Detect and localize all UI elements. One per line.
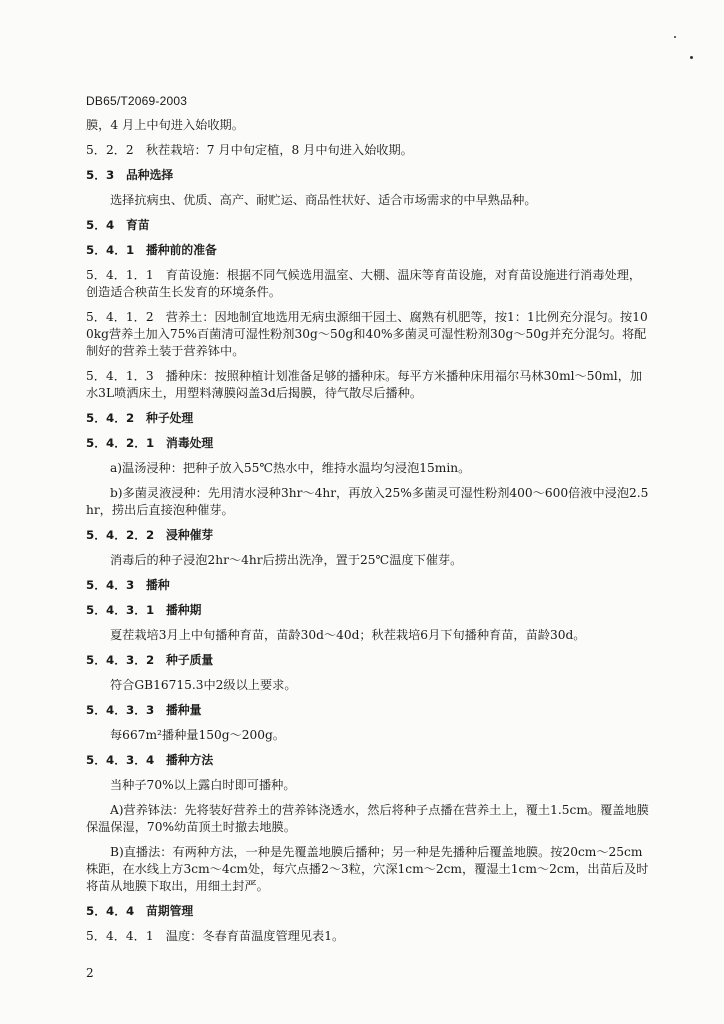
page-number: 2 bbox=[86, 966, 94, 980]
paragraph-s5-4-4-1: 5．4．4．1 温度：冬春育苗温度管理见表1。 bbox=[86, 929, 345, 943]
paragraph-s5-3-body: 选择抗病虫、优质、高产、耐贮运、商品性状好、适合市场需求的中早熟品种。 bbox=[110, 193, 537, 207]
paragraph-cont: 膜，4 月上中旬进入始收期。 bbox=[86, 118, 244, 132]
paragraph-s5-4-3-2-body: 符合GB16715.3中2级以上要求。 bbox=[110, 678, 297, 692]
paragraph-s5-2-2: 5．2．2 秋茬栽培：7 月中旬定植，8 月中旬进入始收期。 bbox=[86, 143, 413, 157]
paragraph-s5-4-3-3-body: 每667m²播种量150g～200g。 bbox=[110, 728, 285, 742]
document-id: DB65/T2069-2003 bbox=[86, 94, 188, 108]
paragraph-s5-4-2-2-body: 消毒后的种子浸泡2hr～4hr后捞出洗净，置于25℃温度下催芽。 bbox=[110, 553, 463, 567]
paragraph-s5-4-3-4-b: B)直播法：有两种方法，一种是先覆盖地膜后播种；另一种是先播种后覆盖地膜。按20cm～25cm株距，在水线上方3cm～4cm处，每穴点播2～3粒，穴深1cm～2cm，覆湿土1cm～2cm，出苗后及时将苗从地膜下取出，用细土封严。 bbox=[86, 845, 649, 893]
paragraph-s5-4-2-1-a: a)温汤浸种：把种子放入55℃热水中，维持水温均匀浸泡15min。 bbox=[110, 461, 471, 475]
paragraph-s5-4-1: 5．4．1 播种前的准备 bbox=[86, 243, 217, 257]
paragraph-s5-4-3-4-body: 当种子70%以上露白时即可播种。 bbox=[110, 778, 296, 792]
paragraph-s5-4-3-3: 5．4．3．3 播种量 bbox=[86, 703, 202, 717]
paragraph-s5-4-2: 5．4．2 种子处理 bbox=[86, 411, 194, 425]
paragraph-s5-4-2-1-b: b)多菌灵液浸种：先用清水浸种3hr～4hr，再放入25%多菌灵可湿性粉剂400～600倍液中浸泡2.5hr，捞出后直接泡种催芽。 bbox=[86, 486, 649, 517]
paragraph-s5-4-3-2: 5．4．3．2 种子质量 bbox=[86, 653, 214, 667]
document-body bbox=[86, 117, 652, 953]
paragraph-s5-4-3-4: 5．4．3．4 播种方法 bbox=[86, 753, 214, 767]
paragraph-s5-4-1-1: 5．4．1．1 育苗设施：根据不同气候选用温室、大棚、温床等育苗设施，对育苗设施进行消毒处理，创造适合秧苗生长发育的环境条件。 bbox=[86, 268, 642, 299]
paragraph-s5-4-3-1-body: 夏茬栽培3月上中旬播种育苗，苗龄30d～40d；秋茬栽培6月下旬播种育苗，苗龄30d。 bbox=[110, 628, 586, 642]
paragraph-s5-4-2-1: 5．4．2．1 消毒处理 bbox=[86, 436, 214, 450]
paragraph-s5-4-3-4-a: A)营养钵法：先将装好营养土的营养钵浇透水，然后将种子点播在营养土上，覆土1.5cm。覆盖地膜保温保湿，70%幼苗顶土时撤去地膜。 bbox=[86, 803, 649, 834]
paragraph-s5-4-1-2: 5．4．1．2 营养土：因地制宜地选用无病虫源细干园土、腐熟有机肥等，按1：1比例充分混匀。按100kg营养土加入75%百菌清可湿性粉剂30g～50g和40%多菌灵可湿性粉剂30g～50g并充分混匀。将配制好的营养土装于营养钵中。 bbox=[86, 310, 648, 358]
paragraph-s5-4: 5．4 育苗 bbox=[86, 218, 150, 232]
paragraph-s5-4-3-1: 5．4．3．1 播种期 bbox=[86, 603, 202, 617]
paragraph-s5-4-1-3: 5．4．1．3 播种床：按照种植计划准备足够的播种床。每平方米播种床用福尔马林30ml～50ml，加水3L喷洒床土，用塑料薄膜闷盖3d后揭膜，待气散尽后播种。 bbox=[86, 369, 643, 400]
scan-speck bbox=[690, 56, 693, 59]
paragraph-s5-4-3: 5．4．3 播种 bbox=[86, 578, 170, 592]
scan-speck bbox=[674, 36, 676, 38]
paragraph-s5-4-4: 5．4．4 苗期管理 bbox=[86, 904, 194, 918]
paragraph-s5-4-2-2: 5．4．2．2 浸种催芽 bbox=[86, 528, 214, 542]
paragraph-s5-3: 5．3 品种选择 bbox=[86, 168, 174, 182]
